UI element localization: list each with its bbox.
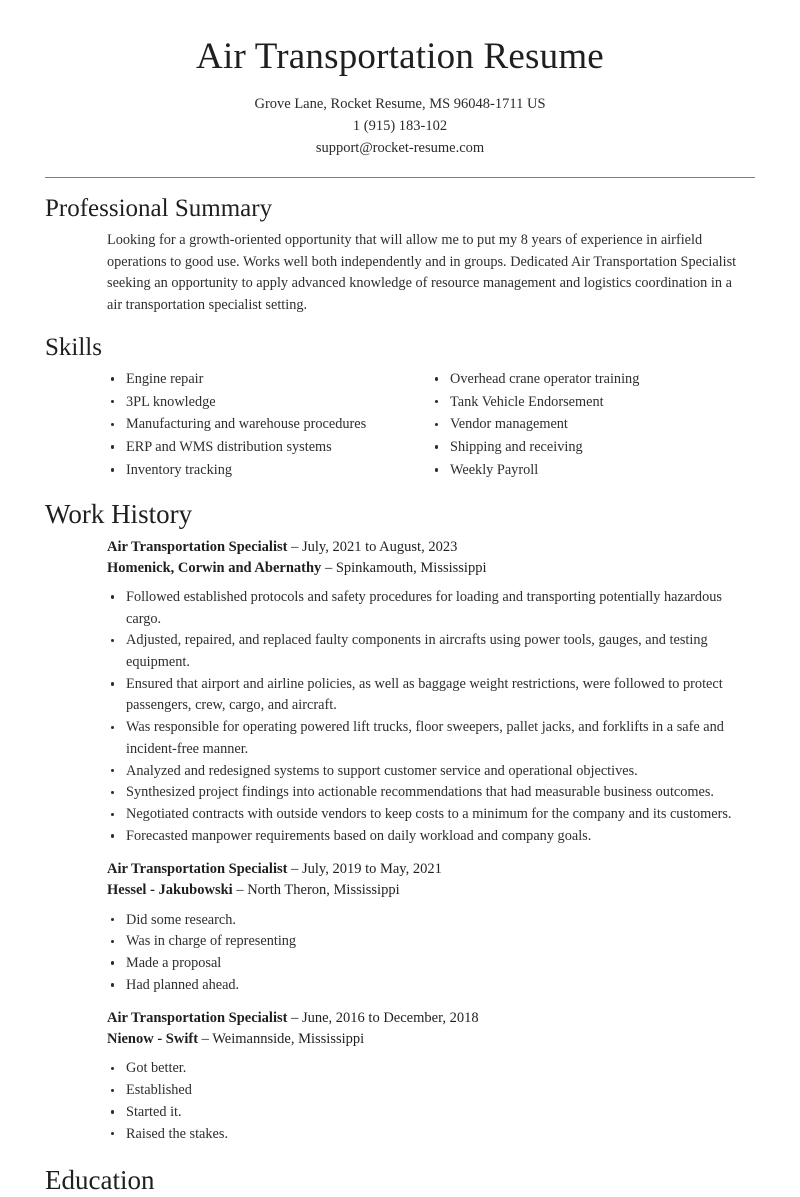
job-location: North Theron, Mississippi (247, 882, 400, 899)
work-history-entries (45, 537, 755, 1145)
contact-email: support@rocket-resume.com (315, 140, 485, 157)
skill-item: ERP and WMS distribution systems (107, 437, 431, 459)
job-bullet: Was responsible for operating powered lift trucks, floor sweepers, pallet jacks, and forklifts in a safe and incident-free manner. (107, 717, 751, 760)
job-separator: – (287, 861, 302, 878)
job-title: Air Transportation Specialist (107, 538, 288, 555)
skill-item: Tank Vehicle Endorsement (431, 392, 755, 414)
job-bullet: Followed established protocols and safety procedures for loading and transporting potentially hazardous cargo. (107, 587, 751, 630)
job-dates: July, 2021 to August, 2023 (301, 538, 458, 555)
job-company: Nienow - Swift (107, 1031, 199, 1048)
job-bullet: Synthesized project findings into actionable recommendations that had measurable business outcomes. (107, 782, 751, 804)
skill-item: Overhead crane operator training (431, 369, 755, 391)
job-bullet: Started it. (107, 1102, 751, 1124)
section-work-history (45, 498, 755, 1145)
skill-item: Manufacturing and warehouse procedures (107, 414, 431, 436)
skill-item: Shipping and receiving (431, 437, 755, 459)
skills-list-right (431, 369, 755, 482)
work-history-entry (45, 859, 755, 996)
job-bullet: Ensured that airport and airline policies, as well as baggage weight restrictions, were followed to protect passengers, crew, cargo, and aircraft. (107, 674, 751, 717)
job-title-line (107, 859, 755, 880)
skills-heading: Skills (45, 333, 102, 361)
job-bullet: Was in charge of representing (107, 931, 751, 953)
skill-item: 3PL knowledge (107, 392, 431, 414)
professional-summary-body (45, 230, 755, 317)
job-bullet-list (107, 587, 755, 848)
job-bullet-list (107, 1058, 755, 1145)
job-bullet: Analyzed and redesigned systems to support customer service and operational objectives. (107, 761, 751, 783)
skill-item: Engine repair (107, 369, 431, 391)
job-separator: – (232, 882, 248, 899)
job-company-line (107, 558, 755, 579)
job-dates: June, 2016 to December, 2018 (301, 1010, 479, 1027)
job-bullet: Got better. (107, 1058, 751, 1080)
skill-item: Inventory tracking (107, 460, 431, 482)
job-dates: July, 2019 to May, 2021 (301, 861, 442, 878)
section-skills (45, 333, 755, 483)
job-bullet: Did some research. (107, 910, 751, 932)
job-company-line (107, 1029, 755, 1050)
skill-item: Weekly Payroll (431, 460, 755, 482)
section-professional-summary (45, 194, 755, 317)
professional-summary-heading: Professional Summary (45, 194, 273, 222)
page-title: Air Transportation Resume (196, 36, 604, 77)
job-location: Weimannside, Mississippi (212, 1031, 365, 1048)
skills-columns (45, 369, 755, 483)
job-separator: – (287, 538, 302, 555)
professional-summary-text: Looking for a growth-oriented opportunity that will allow me to put my 8 years of experience in airfield operations to good use. Works well both independently and in groups. Dedicated Air Transportation Specialist seeking an opportunity to apply advanced knowledge of resource management and logistics coordination in a air transportation specialist setting. (107, 231, 737, 314)
contact-address: Grove Lane, Rocket Resume, MS 96048-1711 US (254, 95, 546, 112)
work-history-heading: Work History (45, 499, 193, 530)
job-bullet: Established (107, 1080, 751, 1102)
job-bullet-list (107, 910, 755, 997)
contact-phone: 1 (915) 183-102 (352, 118, 448, 135)
job-location: Spinkamouth, Mississippi (335, 559, 487, 576)
job-company: Homenick, Corwin and Abernathy (107, 559, 322, 576)
work-history-entry (45, 537, 755, 848)
skill-item: Vendor management (431, 414, 755, 436)
job-bullet: Raised the stakes. (107, 1124, 751, 1146)
job-bullet: Forecasted manpower requirements based on daily workload and company goals. (107, 826, 751, 848)
education-heading: Education (45, 1165, 155, 1196)
job-bullet: Had planned ahead. (107, 975, 751, 997)
contact-info (45, 93, 755, 160)
job-separator: – (321, 559, 336, 576)
job-title-line (107, 1008, 755, 1029)
skills-list-left (107, 369, 431, 482)
job-company: Hessel - Jakubowski (107, 882, 233, 899)
job-separator: – (198, 1031, 213, 1048)
job-title: Air Transportation Specialist (107, 1010, 288, 1027)
job-company-line (107, 880, 755, 901)
skills-column-right (431, 369, 755, 483)
job-bullet: Adjusted, repaired, and replaced faulty components in aircrafts using power tools, gauges, and testing equipment. (107, 630, 751, 673)
job-bullet: Made a proposal (107, 953, 751, 975)
job-title-line (107, 537, 755, 558)
job-separator: – (287, 1010, 302, 1027)
header-divider (45, 177, 755, 178)
job-bullet: Negotiated contracts with outside vendors to keep costs to a minimum for the company and its customers. (107, 804, 751, 826)
skills-column-left (107, 369, 431, 483)
job-title: Air Transportation Specialist (107, 861, 288, 878)
work-history-entry (45, 1008, 755, 1145)
